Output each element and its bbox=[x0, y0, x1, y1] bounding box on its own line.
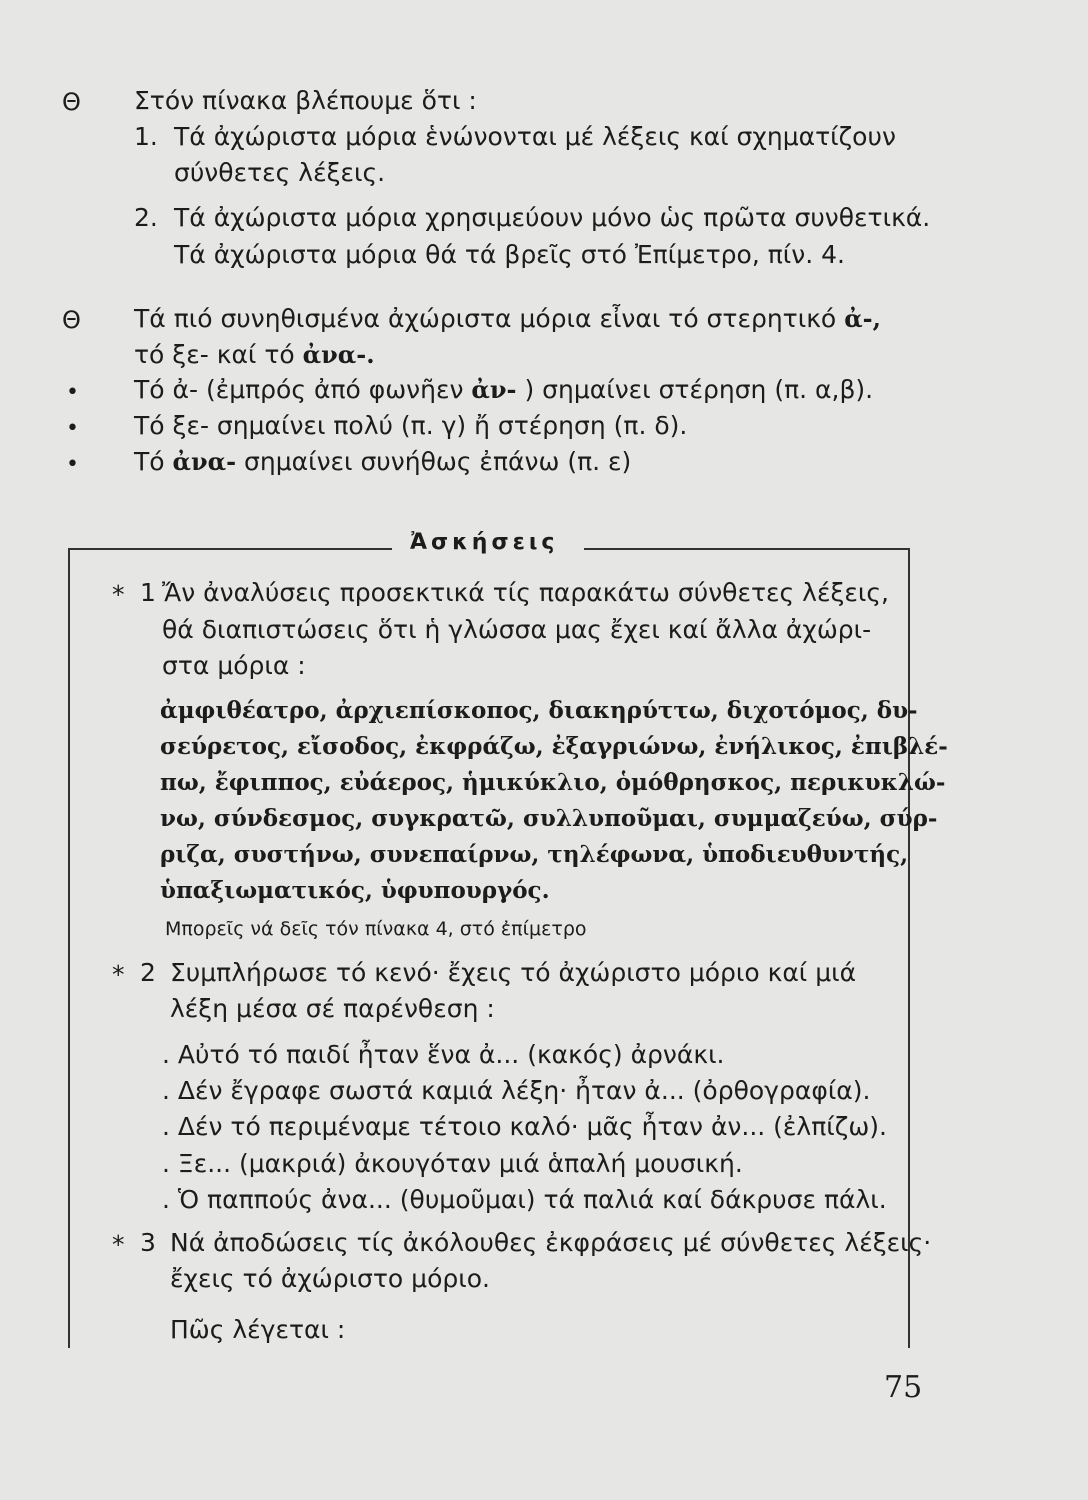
ex1-star: * bbox=[112, 580, 125, 609]
common-line-2: τό ξε- καί τό ἀνα-. bbox=[134, 340, 375, 369]
bullet-line-3: Τό ἀνα- σημαίνει συνήθως ἐπάνω (π. ε) bbox=[134, 447, 632, 476]
ex2-item: . Αὐτό τό παιδί ἦταν ἕνα ἀ... (κακός) ἀρνάκι. bbox=[162, 1040, 725, 1069]
theta-marker-2: Θ bbox=[62, 306, 81, 334]
page-number: 75 bbox=[884, 1370, 923, 1405]
ex1-line-2: θά διαπιστώσεις ὅτι ἡ γλώσσα μας ἔχει καί ἄλλα ἀχώρι- bbox=[162, 615, 872, 644]
ex3-line-2: ἔχεις τό ἀχώριστο μόριο. bbox=[170, 1264, 490, 1293]
frame-top-right-rule bbox=[584, 548, 910, 550]
bullet-3: • bbox=[66, 452, 79, 477]
ex2-star: * bbox=[112, 960, 125, 989]
ex1-word-line: σεύρετος, εἴσοδος, ἐκφράζω, ἐξαγριώνω, ἐνήλικος, ἐπιβλέ- bbox=[160, 733, 948, 760]
theta-marker: Θ bbox=[62, 88, 81, 116]
ex1-word-line: ἀμφιθέατρο, ἀρχιεπίσκοπος, διακηρύττω, διχοτόμος, δυ- bbox=[160, 697, 918, 724]
bullet-1: • bbox=[66, 380, 79, 405]
item2-number: 2. bbox=[134, 203, 158, 232]
ex2-line-2: λέξη μέσα σέ παρένθεση : bbox=[170, 994, 495, 1023]
ex3-star: * bbox=[112, 1230, 125, 1259]
ex1-word-line: ριζα, συστήνω, συνεπαίρνω, τηλέφωνα, ὑποδιευθυντής, bbox=[160, 841, 909, 868]
ex1-number: 1 bbox=[140, 578, 156, 607]
ex2-item: . Δέν ἔγραφε σωστά καμιά λέξη· ἦταν ἀ... (ὀρθογραφία). bbox=[162, 1076, 871, 1105]
ex2-item: . Ὁ παππούς ἀνα... (θυμοῦμαι) τά παλιά καί δάκρυσε πάλι. bbox=[162, 1185, 887, 1214]
ex3-line-1: Νά ἀποδώσεις τίς ἀκόλουθες ἐκφράσεις μέ σύνθετες λέξεις· bbox=[170, 1228, 932, 1257]
ex2-number: 2 bbox=[140, 958, 156, 987]
common-line-1: Τά πιό συνηθισμένα ἀχώριστα μόρια εἶναι τό στερητικό ἀ-, bbox=[134, 304, 881, 333]
ex1-line-1: Ἄν ἀναλύσεις προσεκτικά τίς παρακάτω σύνθετες λέξεις, bbox=[162, 578, 890, 607]
ex1-word-line: ὑπαξιωματικός, ὑφυπουργός. bbox=[160, 877, 550, 904]
frame-top-left-rule bbox=[68, 548, 392, 550]
bullet-2: • bbox=[66, 416, 79, 441]
exercises-heading: Ἀσκήσεις bbox=[410, 530, 559, 555]
ex3-number: 3 bbox=[140, 1228, 156, 1257]
ex1-line-3: στα μόρια : bbox=[162, 651, 306, 680]
ex2-item: . Ξε... (μακριά) ἀκουγόταν μιά ἁπαλή μουσική. bbox=[162, 1149, 743, 1178]
bullet-line-2: Τό ξε- σημαίνει πολύ (π. γ) ἤ στέρηση (π. δ). bbox=[134, 411, 688, 440]
ex3-line-3: Πῶς λέγεται : bbox=[170, 1315, 346, 1344]
ex2-line-1: Συμπλήρωσε τό κενό· ἔχεις τό ἀχώριστο μόριο καί μιά bbox=[170, 958, 857, 987]
item1-line-b: σύνθετες λέξεις. bbox=[174, 158, 386, 187]
item2-line-a: Τά ἀχώριστα μόρια χρησιμεύουν μόνο ὡς πρῶτα συνθετικά. bbox=[174, 203, 931, 232]
item2-line-b: Τά ἀχώριστα μόρια θά τά βρεῖς στό Ἐπίμετρο, πίν. 4. bbox=[174, 240, 845, 269]
ex2-item: . Δέν τό περιμέναμε τέτοιο καλό· μᾶς ἦταν ἀν... (ἐλπίζω). bbox=[162, 1112, 887, 1141]
ex1-word-line: πω, ἔφιππος, εὐάερος, ἡμικύκλιο, ὁμόθρησκος, περικυκλώ- bbox=[160, 769, 946, 796]
frame-left-rule bbox=[68, 548, 70, 1348]
bullet-line-1: Τό ἀ- (ἐμπρός ἀπό φωνῆεν ἀν- ) σημαίνει στέρηση (π. α,β). bbox=[134, 375, 874, 404]
item1-number: 1. bbox=[134, 122, 158, 151]
ex1-word-line: νω, σύνδεσμος, συγκρατῶ, συλλυποῦμαι, συμμαζεύω, σύρ- bbox=[160, 805, 938, 832]
ex1-note: Μπορεῖς νά δεῖς τόν πίνακα 4, στό ἐπίμετρο bbox=[165, 918, 587, 940]
item1-line-a: Τά ἀχώριστα μόρια ἑνώνονται μέ λέξεις καί σχηματίζουν bbox=[174, 122, 896, 151]
intro-line: Στόν πίνακα βλέπουμε ὅτι : bbox=[134, 86, 477, 115]
